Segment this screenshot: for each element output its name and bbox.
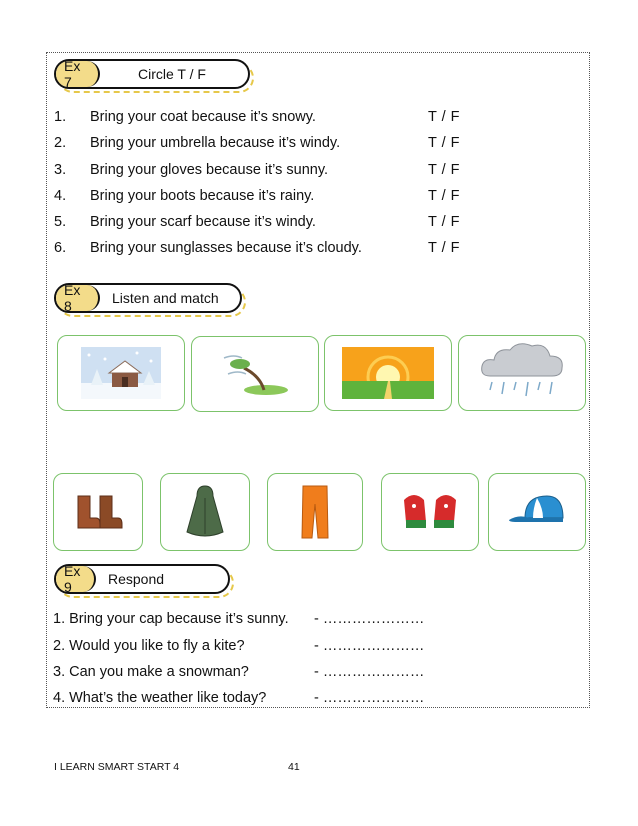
weather-card-windy[interactable] xyxy=(191,336,319,412)
item-number: 5. xyxy=(54,214,67,230)
item-text: Bring your umbrella because it’s windy. xyxy=(90,135,341,151)
clothing-card-mittens[interactable] xyxy=(381,473,479,551)
clothing-card-raincoat[interactable] xyxy=(160,473,250,551)
trousers-icon xyxy=(300,484,330,540)
ex8-header xyxy=(54,283,242,313)
ex9-title: Respond xyxy=(108,571,165,587)
true-false-choice[interactable]: T / F xyxy=(428,135,461,151)
ex9-header xyxy=(54,564,230,594)
ex7-title: Circle T / F xyxy=(138,66,206,82)
item-number: 6. xyxy=(54,240,67,256)
true-false-choice[interactable]: T / F xyxy=(428,109,461,125)
item-number: 1. xyxy=(54,109,67,125)
item-text: Bring your coat because it’s snowy. xyxy=(90,109,316,125)
respond-question: 1. Bring your cap because it’s sunny. xyxy=(53,611,289,627)
mittens-icon xyxy=(400,490,460,534)
item-text: Bring your sunglasses because it’s cloudy. xyxy=(90,240,362,256)
ex7-header xyxy=(54,59,250,89)
item-number: 3. xyxy=(54,162,67,178)
true-false-choice[interactable]: T / F xyxy=(428,240,461,256)
clothing-card-cap[interactable] xyxy=(488,473,586,551)
weather-card-rainy[interactable] xyxy=(458,335,586,411)
footer-page-number: 41 xyxy=(288,761,300,773)
weather-card-snowy[interactable] xyxy=(57,335,185,411)
rain-cloud-icon xyxy=(476,340,568,406)
respond-question: 3. Can you make a snowman? xyxy=(53,664,249,680)
answer-blank[interactable]: - ………………… xyxy=(314,611,425,627)
ex8-title: Listen and match xyxy=(112,290,219,306)
item-number: 4. xyxy=(54,188,67,204)
answer-blank[interactable]: - ………………… xyxy=(314,664,425,680)
true-false-choice[interactable]: T / F xyxy=(428,188,461,204)
cap-icon xyxy=(507,492,567,532)
item-text: Bring your gloves because it’s sunny. xyxy=(90,162,329,178)
answer-blank[interactable]: - ………………… xyxy=(314,690,425,706)
ex7-tag: Ex 7 xyxy=(56,61,100,87)
item-text: Bring your scarf because it’s windy. xyxy=(90,214,316,230)
item-text: Bring your boots because it’s rainy. xyxy=(90,188,315,204)
footer-book-title: I LEARN SMART START 4 xyxy=(54,761,180,773)
clothing-card-boots[interactable] xyxy=(53,473,143,551)
weather-card-sunny[interactable] xyxy=(324,335,452,411)
true-false-choice[interactable]: T / F xyxy=(428,162,461,178)
respond-question: 2. Would you like to fly a kite? xyxy=(53,638,245,654)
snowy-house-icon xyxy=(81,347,161,399)
windy-tree-icon xyxy=(220,352,290,396)
ex9-tag: Ex 9 xyxy=(56,566,96,592)
answer-blank[interactable]: - ………………… xyxy=(314,638,425,654)
sunny-field-icon xyxy=(342,347,434,399)
clothing-card-trousers[interactable] xyxy=(267,473,363,551)
ex8-tag: Ex 8 xyxy=(56,285,100,311)
true-false-choice[interactable]: T / F xyxy=(428,214,461,230)
boots-icon xyxy=(72,492,124,532)
item-number: 2. xyxy=(54,135,67,151)
raincoat-icon xyxy=(185,484,225,540)
respond-question: 4. What’s the weather like today? xyxy=(53,690,267,706)
